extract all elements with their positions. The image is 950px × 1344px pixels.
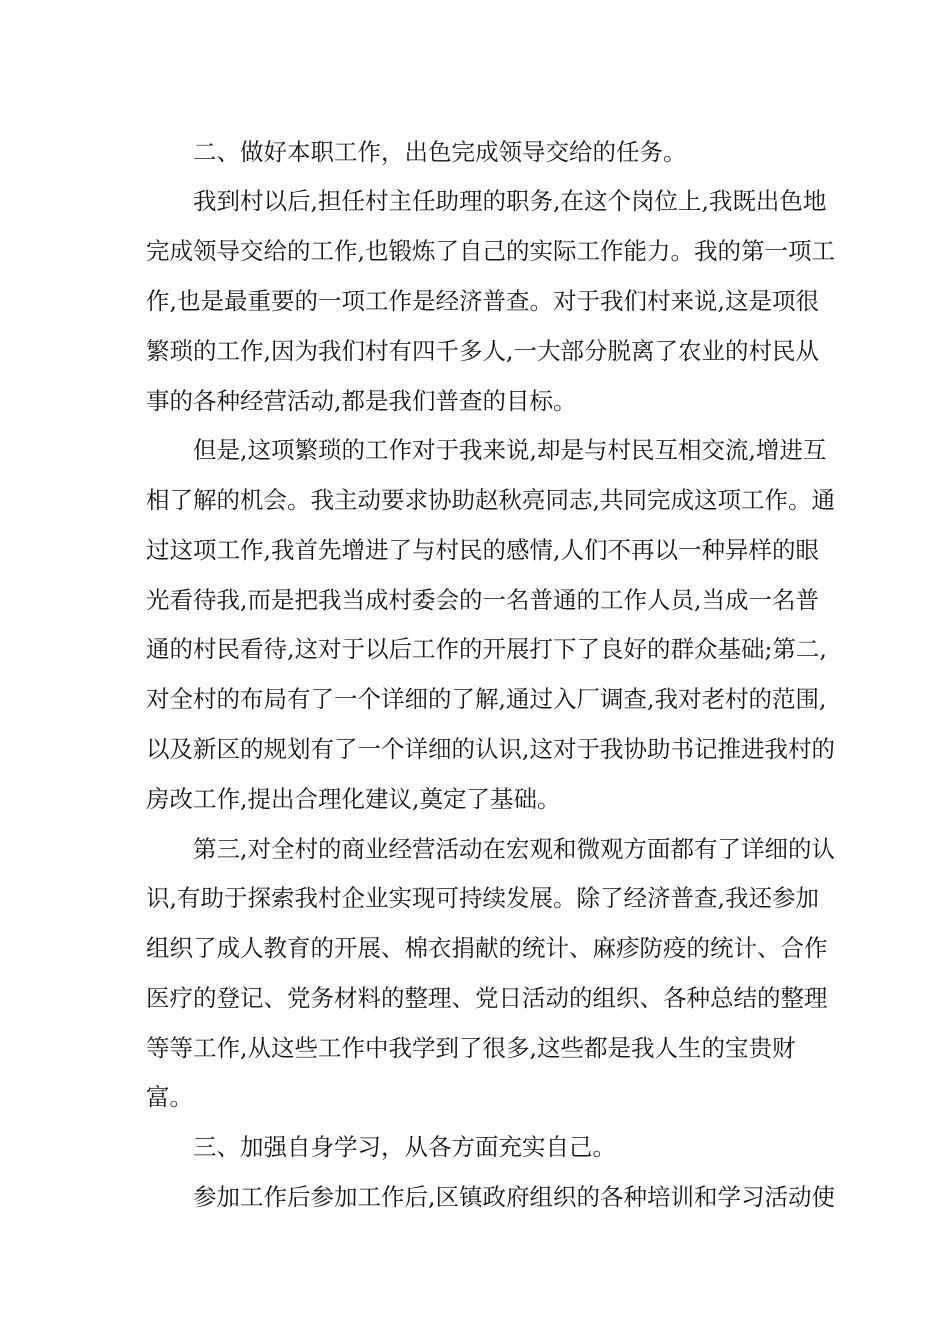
text-line: 过这项工作,我首先增进了与村民的感情,人们不再以一种异样的眼: [146, 536, 819, 564]
text-line: 医疗的登记、党务材料的整理、党日活动的组织、各种总结的整理: [146, 984, 828, 1012]
text-line: 繁琐的工作,因为我们村有四千多人,一大部分脱离了农业的村民从: [146, 337, 819, 365]
text-line: 完成领导交给的工作,也锻炼了自己的实际工作能力。我的第一项工: [146, 237, 835, 265]
text-line: 识,有助于探索我村企业实现可持续发展。除了经济普查,我还参加: [146, 884, 819, 912]
text-line: 第三,对全村的商业经营活动在宏观和微观方面都有了详细的认: [193, 835, 835, 863]
text-line: 相了解的机会。我主动要求协助赵秋亮同志,共同完成这项工作。通: [146, 486, 835, 514]
text-line: 作,也是最重要的一项工作是经济普查。对于我们村来说,这是项很: [146, 287, 819, 315]
section-heading-3: 三、加强自身学习，从各方面充实自己。: [193, 1133, 616, 1161]
text-line: 富。: [146, 1083, 193, 1111]
text-line: 事的各种经营活动,都是我们普查的目标。: [146, 387, 577, 415]
text-line: 光看待我,而是把我当成村委会的一名普通的工作人员,当成一名普: [146, 586, 819, 614]
section-heading-2: 二、做好本职工作，出色完成领导交给的任务。: [193, 138, 687, 166]
text-line: 等等工作,从这些工作中我学到了很多,这些都是我人生的宝贵财: [146, 1034, 796, 1062]
text-line: 但是,这项繁琐的工作对于我来说,却是与村民互相交流,增进互: [193, 436, 827, 464]
text-line: 房改工作,提出合理化建议,奠定了基础。: [146, 785, 561, 813]
text-line: 对全村的布局有了一个详细的了解,通过入厂调查,我对老村的范围,: [146, 685, 827, 713]
text-line: 我到村以后,担任村主任助理的职务,在这个岗位上,我既出色地: [193, 187, 827, 215]
text-line: 以及新区的规划有了一个详细的认识,这对于我协助书记推进我村的: [146, 735, 835, 763]
text-line: 参加工作后参加工作后,区镇政府组织的各种培训和学习活动使: [193, 1183, 835, 1211]
text-line: 通的村民看待,这对于以后工作的开展打下了良好的群众基础;第二,: [146, 635, 827, 663]
text-line: 组织了成人教育的开展、棉衣捐献的统计、麻疹防疫的统计、合作: [146, 934, 828, 962]
